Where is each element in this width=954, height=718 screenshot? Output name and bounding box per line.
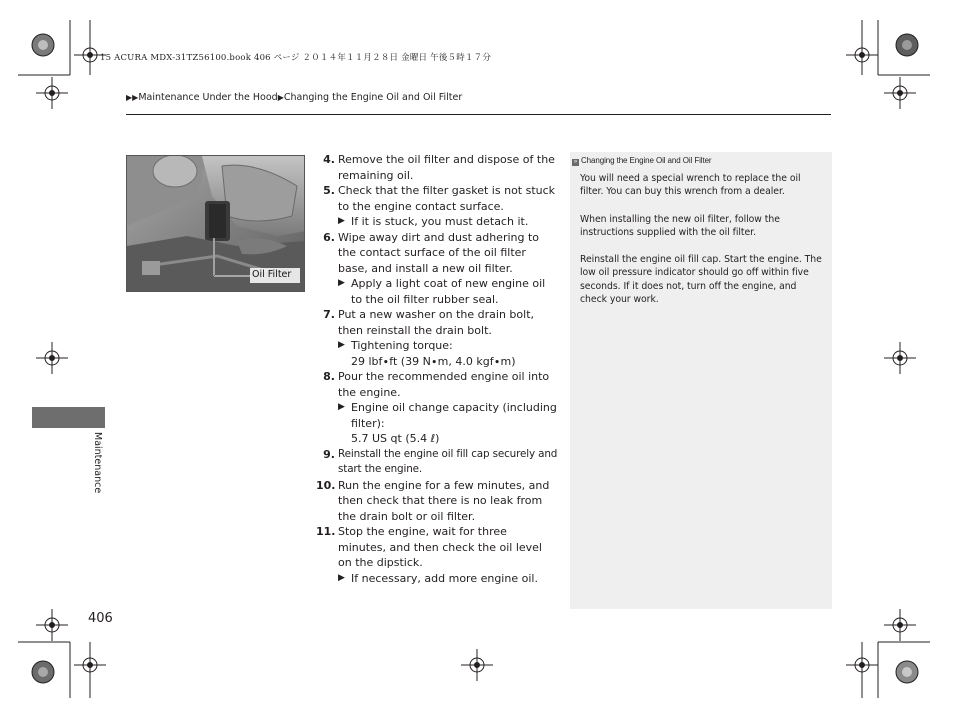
- step-note-text: Tightening torque:: [351, 339, 453, 352]
- step-8: [316, 369, 558, 400]
- side-note-paragraph: When installing the new oil filter, follow the instructions supplied with the oil filter.: [580, 214, 780, 239]
- triangle-bullet-icon: ▶: [338, 402, 345, 412]
- step-text: Put a new washer on the drain bolt, then reinstall the drain bolt.: [338, 308, 535, 337]
- step-note-text: Apply a light coat of new engine oil to the oil filter rubber seal.: [351, 277, 546, 306]
- page-number: 406: [88, 611, 113, 626]
- side-note-title-text: Changing the Engine Oil and Oil Filter: [581, 156, 712, 165]
- triangle-bullet-icon: ▶: [338, 278, 345, 288]
- note-marker-icon: »: [573, 159, 578, 165]
- breadcrumb-parent[interactable]: Maintenance Under the Hood: [138, 92, 278, 103]
- chapter-tab[interactable]: [32, 407, 105, 428]
- oil-filter-photo: [126, 155, 305, 292]
- oil-capacity-value: 5.7 US qt (5.4 ℓ): [351, 432, 440, 445]
- step-5-note: [316, 214, 558, 230]
- step-8-note: [316, 400, 558, 447]
- step-number: 6.: [323, 230, 335, 244]
- step-text: Stop the engine, wait for three minutes, and then check the oil level on the dipstick.: [338, 525, 542, 569]
- step-text: Run the engine for a few minutes, and then check that there is no leak from the drain bolt or oil filter.: [338, 478, 550, 523]
- step-6: [316, 230, 558, 277]
- step-7-note: [316, 338, 558, 369]
- header-rule: [126, 114, 831, 115]
- step-number: 8.: [323, 370, 335, 383]
- step-number: 4.: [323, 153, 335, 166]
- side-note-paragraph: You will need a special wrench to replace the oil filter. You can buy this wrench from a dealer.: [580, 173, 801, 198]
- step-7: [316, 307, 558, 338]
- torque-value: 29 lbf∙ft (39 N∙m, 4.0 kgf∙m): [351, 354, 516, 368]
- step-4: [316, 152, 558, 183]
- print-header: 15 ACURA MDX-31TZ56100.book 406 ページ ２０１４年１１月２８日 金曜日 午後５時１７分: [100, 53, 492, 63]
- step-11-note: [316, 571, 558, 587]
- side-note-title: [572, 156, 712, 166]
- step-note-text: Engine oil change capacity (including filter):: [351, 401, 557, 430]
- step-5: [316, 183, 558, 214]
- step-number: 7.: [323, 308, 335, 321]
- side-note-paragraph: Reinstall the engine oil fill cap. Start the engine. The low oil pressure indicator should go off within five seconds. If it does not, turn off the engine, and check your work.: [580, 254, 822, 306]
- step-note-text: If it is stuck, you must detach it.: [351, 215, 529, 228]
- procedure-steps: [316, 152, 558, 586]
- triangle-bullet-icon: ▶: [338, 340, 345, 350]
- step-text: Wipe away dirt and dust adhering to the contact surface of the oil filter base, and install a new oil filter.: [338, 230, 540, 275]
- step-number: 11.: [316, 525, 336, 538]
- step-6-note: [316, 276, 558, 307]
- step-10: [316, 478, 558, 525]
- step-number: 5.: [323, 184, 335, 197]
- step-11: [316, 524, 558, 571]
- step-text: Pour the recommended engine oil into the engine.: [338, 370, 550, 399]
- step-text: Reinstall the engine oil fill cap securely and start the engine.: [338, 447, 558, 475]
- step-number: 10.: [316, 478, 336, 492]
- triangle-bullet-icon: ▶: [338, 572, 345, 583]
- step-text: Remove the oil filter and dispose of the remaining oil.: [338, 153, 555, 182]
- step-9: [316, 447, 558, 478]
- side-note-panel: [570, 152, 832, 609]
- oil-filter-callout-label: Oil Filter: [252, 269, 292, 280]
- chapter-tab-label: Maintenance: [92, 432, 103, 494]
- step-number: 9.: [323, 447, 335, 461]
- breadcrumb-arrow-icon: ▶▶: [126, 93, 139, 102]
- triangle-bullet-icon: ▶: [338, 216, 345, 226]
- breadcrumb-current: Changing the Engine Oil and Oil Filter: [283, 92, 463, 103]
- breadcrumb: [126, 92, 462, 103]
- breadcrumb-separator-icon: ▶: [277, 93, 284, 102]
- step-note-text: If necessary, add more engine oil.: [351, 571, 538, 585]
- step-text: Check that the filter gasket is not stuck to the engine contact surface.: [338, 184, 556, 213]
